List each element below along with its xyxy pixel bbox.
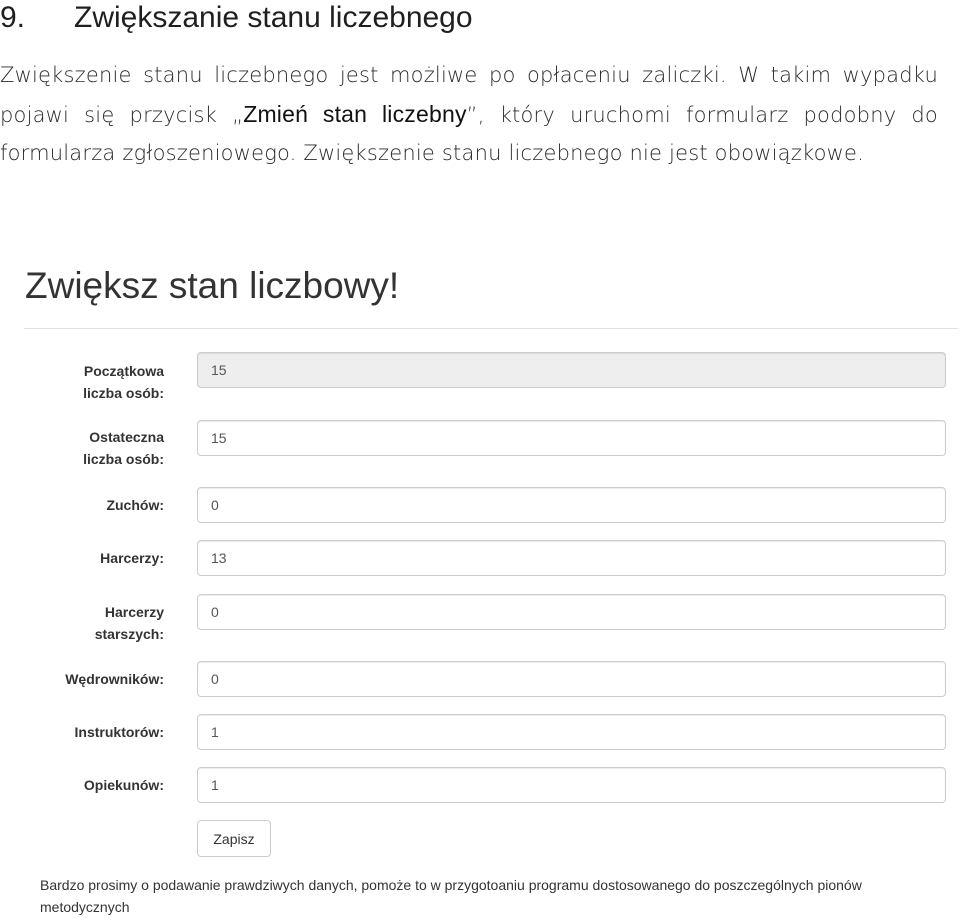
label-line-1: Instruktorów: <box>74 724 164 740</box>
form-note: Bardzo prosimy o podawanie prawdziwych danych, pomoże to w przygotoaniu programu dostosowanego do poszczególnych pionów metodycznych <box>40 877 862 915</box>
label-line-1: Harcerzy: <box>100 550 164 566</box>
label-line-2: starszych: <box>94 626 164 642</box>
intro-paragraph <box>0 56 938 173</box>
zuchy-input[interactable] <box>197 487 946 523</box>
paragraph-text-after: ”, który uruchomi formularz podobny do formularza zgłoszeniowego. Zwiększenie stanu liczebnego nie jest obowiązkowe. <box>0 102 938 165</box>
label-line-1: Wędrowników: <box>65 671 164 687</box>
section-title: Zwiększanie stanu liczebnego <box>74 1 473 34</box>
paragraph-button-name: Zmień stan liczebny <box>243 100 467 127</box>
label-line-1: Opiekunów: <box>83 777 164 793</box>
label-line-1: Ostateczna <box>89 429 164 445</box>
field-label-initial-count <box>83 360 164 404</box>
save-button[interactable]: Zapisz <box>197 820 271 857</box>
initial-count-input[interactable] <box>197 352 946 388</box>
field-label-instruktorzy <box>75 721 164 743</box>
paragraph-text-before: Zwiększenie stanu liczebnego jest możliwe po opłaceniu zaliczki. W takim wypadku pojawi się przycisk „ <box>0 63 938 127</box>
label-line-1: Początkowa <box>83 363 164 379</box>
form-title: Zwiększ stan liczbowy! <box>25 265 400 306</box>
label-line-2: liczba osób: <box>83 451 164 467</box>
field-label-wedrownicy <box>65 668 164 690</box>
harcerze-starsi-input[interactable] <box>197 594 946 630</box>
final-count-input[interactable] <box>197 420 946 456</box>
section-heading <box>0 0 473 36</box>
opiekunowie-input[interactable] <box>197 767 946 803</box>
section-number: 9. <box>0 1 26 34</box>
form-divider <box>24 328 958 329</box>
label-line-2: liczba osób: <box>83 385 164 401</box>
label-line-1: Zuchów: <box>106 497 164 513</box>
field-label-harcerze <box>100 547 164 569</box>
wedrownicy-input[interactable] <box>197 661 946 697</box>
field-label-harcerze-starsi <box>95 601 164 645</box>
instruktorzy-input[interactable] <box>197 714 946 750</box>
field-label-final-count <box>83 426 164 470</box>
field-label-opiekunowie <box>84 774 164 796</box>
harcerze-input[interactable] <box>197 540 946 576</box>
label-line-1: Harcerzy <box>104 604 164 620</box>
field-label-zuchy <box>106 494 164 516</box>
